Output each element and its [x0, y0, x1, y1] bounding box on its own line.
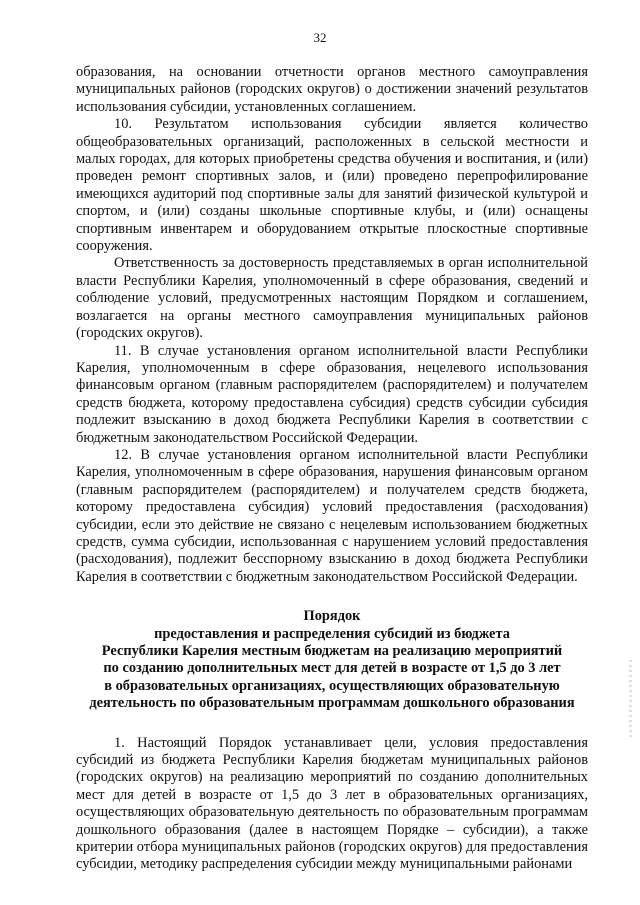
heading-line: деятельность по образовательным программам дошкольного образования [89, 695, 575, 712]
paragraph-10: 10. Результатом использования субсидии является количество общеобразовательных организаций, расположенных в сельской местности и малых городах, для которых приобретены средства обучения и воспитания, и (или) проведен ремонт спортивных залов, и (или) проведено перепрофилирование имеющихся аудиторий под спортивные залы для занятий физической культурой и спортом, и (или) созданы школьные спортивные клубы, и (или) оснащены спортивным инвентарем и оборудованием открытые плоскостные спортивные сооружения. [76, 116, 588, 255]
paragraph-responsibility: Ответственность за достоверность представляемых в орган исполнительной власти Республики Карелия, уполномоченный в сфере образования, сведений и соблюдение условий, предусмотренных настоящим Порядком и соглашением, возлагается на органы местного самоуправления муниципальных районов (городских округов). [76, 255, 588, 342]
heading-line: в образовательных организациях, осуществляющих образовательную [104, 677, 560, 694]
paragraph-11: 11. В случае установления органом исполнительной власти Республики Карелия, уполномоченным в сфере образования, нецелевого использования финансовым органом (главным распорядителем (распорядителем) и получателем средств бюджета, которому предоставлена субсидия) средств субсидии субсидия подлежит взысканию в доход бюджета Республики Карелия в соответствии с бюджетным законодательством Российской Федерации. [76, 342, 588, 446]
paragraph-12: 12. В случае установления органом исполнительной власти Республики Карелия, уполномоченным в сфере образования, нарушения финансовым органом (главным распорядителем (распорядителем) и получателем средств бюджета, которому предоставлена субсидия) условий предоставления (расходования) субсидии, если это действие не связано с нецелевым использованием бюджетных средств, сумма субсидии, использованная с нарушением условий предоставления (расходования), подлежит бесспорному взысканию в доход бюджета Республики Карелия в соответствии с бюджетным законодательством Российской Федерации. [76, 446, 588, 585]
heading-line: предоставления и распределения субсидий из бюджета [154, 625, 510, 642]
paragraph-1: 1. Настоящий Порядок устанавливает цели, условия предоставления субсидий из бюджета Республики Карелия бюджетам муниципальных районов (городских округов) на реализацию мероприятий по созданию дополнительных мест для детей в возрасте от 1,5 до 3 лет в образовательных организациях, осуществляющих образовательную деятельность по образовательным программам дошкольного образования (далее в настоящем Порядке – субсидии), а также критерии отбора муниципальных районов (городских округов) для предоставления субсидии, методику распределения субсидии между муниципальными районами [76, 734, 588, 873]
scan-artifact [629, 660, 632, 740]
heading-line: по созданию дополнительных мест для детей в возрасте от 1,5 до 3 лет [103, 660, 561, 677]
page-number: 32 [313, 30, 327, 45]
section-heading [76, 608, 588, 712]
heading-line: Республики Карелия местным бюджетам на реализацию мероприятий [101, 643, 563, 659]
heading-title: Порядок [303, 608, 361, 625]
paragraph-continuation: образования, на основании отчетности органов местного самоуправления муниципальных районов (городских округов) о достижении значений результатов использования субсидии, установленных соглашением. [76, 64, 588, 115]
document-body [76, 64, 588, 874]
